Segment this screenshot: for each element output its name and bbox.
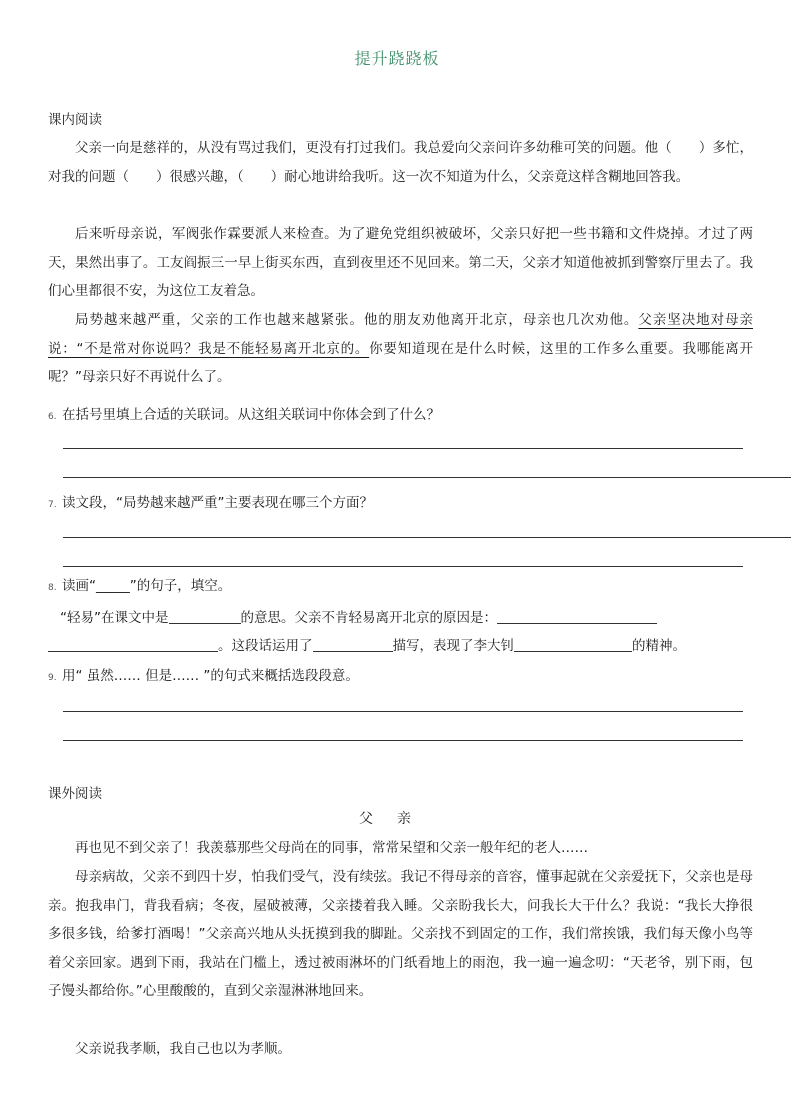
question-9-number: 9.: [48, 673, 57, 683]
question-7-text: 读文段，“局势越来越严重”主要表现在哪三个方面？: [62, 495, 373, 511]
fill-blank[interactable]: [169, 609, 241, 624]
fill-blank[interactable]: [48, 637, 218, 652]
question-8: [48, 574, 231, 600]
question-8-text: 读画“_____”的句子，填空。: [62, 578, 232, 594]
question-6-number: 6.: [48, 412, 57, 422]
section-heading-extracurricular: 课外阅读: [48, 786, 102, 802]
question-7-number: 7.: [48, 500, 57, 510]
answer-line[interactable]: [63, 566, 743, 567]
fill-text: 的意思。父亲不肯轻易离开北京的原因是：: [240, 610, 497, 626]
question-7: [48, 491, 373, 517]
question-9-text: 用“ 虽然…… 但是…… ”的句式来概括选段段意。: [62, 668, 359, 684]
fill-blank[interactable]: [497, 609, 657, 624]
fill-blank[interactable]: [313, 637, 393, 652]
question-8-number: 8.: [48, 583, 57, 593]
fill-text: 。这段话运用了: [218, 638, 313, 654]
underlined-sentence: 父亲坚决地对母亲说：“不是常对你说吗？我是不能轻易离开北京的。: [48, 312, 754, 357]
passage-paragraph-2: 后来听母亲说，军阀张作霖要派人来检查。为了避免党组织被破坏，父亲只好把一些书籍和文件烧掉。才过了两天，果然出事了。工友阎振三一早上街买东西，直到夜里还不见回来。第二天，父亲才知道他被抓到警察厅里去了。我们心里都很不安，为这位工友着急。: [48, 226, 753, 299]
question-6-text: 在括号里填上合适的关联词。从这组关联词中你体会到了什么？: [62, 407, 440, 423]
question-8-fill-line-2: [48, 634, 768, 658]
answer-line[interactable]: [63, 537, 791, 538]
passage-paragraph-1: 父亲一向是慈祥的，从没有骂过我们，更没有打过我们。我总爱向父亲问许多幼稚可笑的问题。他（ ）多忙，对我的问题（ ）很感兴趣，（ ）耐心地讲给我听。这一次不知道为什么，父亲竟这样含糊地回答我。: [48, 140, 753, 185]
passage-paragraph-3-part-a: 局势越来越严重，父亲的工作也越来越紧张。他的朋友劝他离开北京，母亲也几次劝他。: [75, 312, 639, 328]
extra-paragraph-2: 母亲病故，父亲不到四十岁，怕我们受气，没有续弦。我记不得母亲的音容，懂事起就在父亲爱抚下，父亲也是母亲。抱我串门，背我看病；冬夜，屋破被薄，父亲搂着我入睡。父亲盼我长大，问我长大干什么？我说：“我长大挣很多很多钱，给爹打酒喝！”父亲高兴地从头抚摸到我的脚趾。父亲找不到固定的工作，我们常挨饿，我们每天像小鸟等着父亲回家。遇到下雨，我站在门槛上，透过被雨淋坏的门纸看地上的雨泡，我一遍一遍念叨：“天老爷，别下雨，包子馒头都给你。”心里酸酸的，直到父亲湿淋淋地回来。: [48, 869, 753, 999]
passage-paragraph-3-part-c: 你要知道现在是什么时候，这里的工作多么重要。我哪能离开呢？”母亲只好不再说什么了。: [48, 340, 754, 385]
extra-paragraph-3: 父亲说我孝顺，我自己也以为孝顺。: [75, 1041, 291, 1057]
question-9: [48, 664, 359, 690]
answer-line[interactable]: [63, 448, 743, 449]
passage-title: 父亲: [359, 811, 435, 827]
extra-paragraph-1: 再也见不到父亲了！我羡慕那些父母尚在的同事，常常呆望和父亲一般年纪的老人……: [75, 840, 588, 856]
fill-text: “轻易”在课文中是: [60, 610, 169, 626]
passage-paragraph-3: [48, 306, 753, 392]
fill-text: 的精神。: [632, 638, 686, 654]
section-heading-in-class: 课内阅读: [48, 112, 102, 128]
answer-line[interactable]: [63, 740, 743, 741]
fill-blank[interactable]: [514, 637, 632, 652]
page-title: 提升跷跷板: [354, 49, 440, 68]
fill-text: 描写，表现了李大钊: [392, 638, 514, 654]
question-6: [48, 403, 440, 429]
question-8-fill-line-1: [60, 606, 780, 630]
answer-line[interactable]: [63, 477, 791, 478]
answer-line[interactable]: [63, 711, 743, 712]
